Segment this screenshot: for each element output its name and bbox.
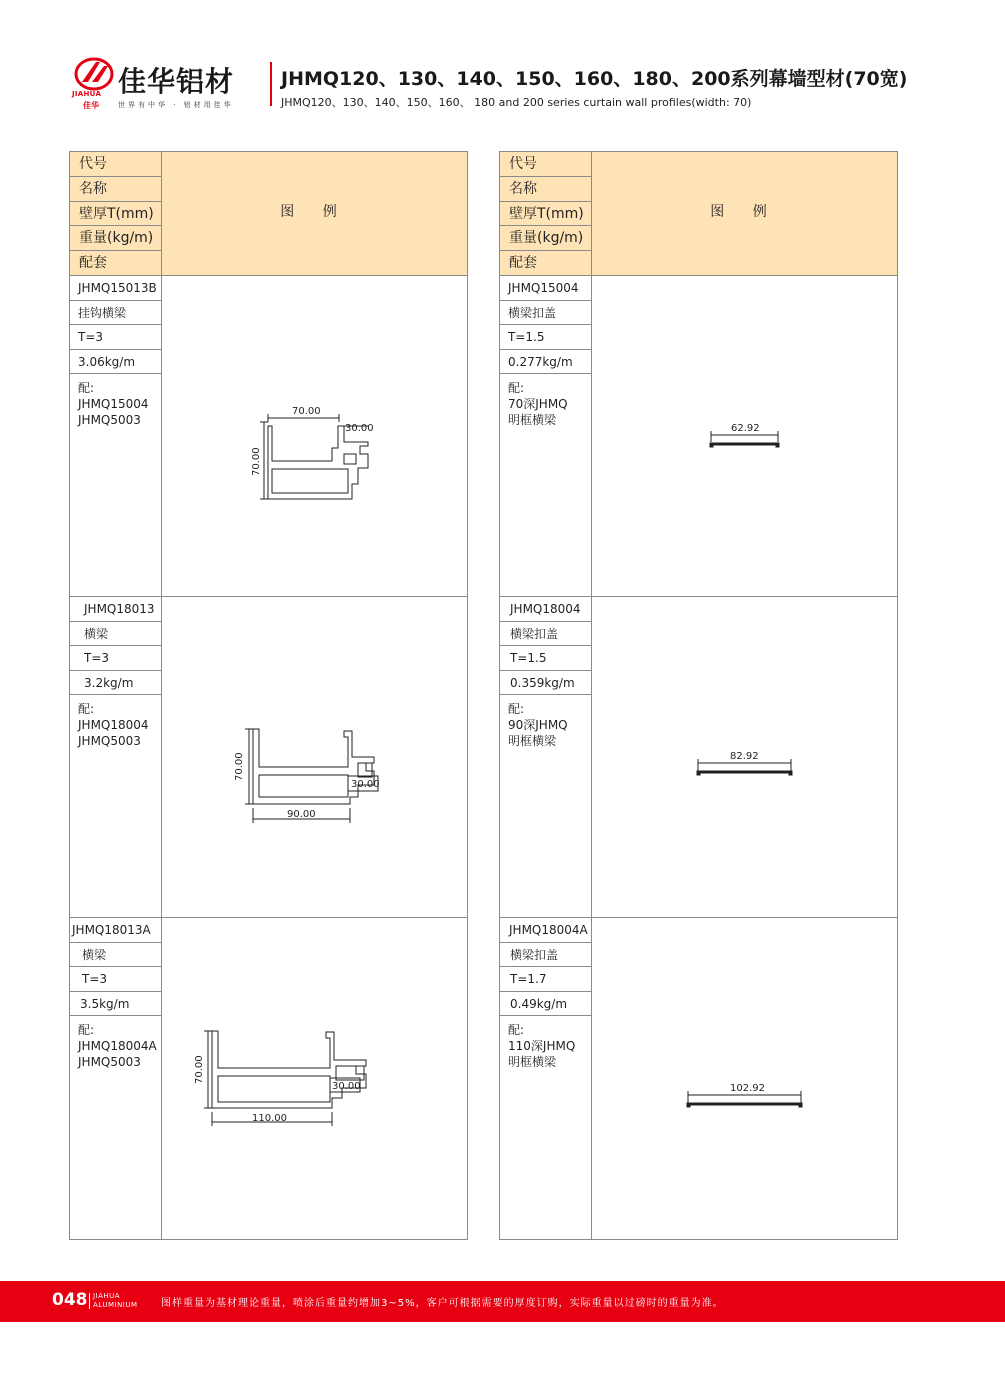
profile-row xyxy=(70,597,467,918)
dim-height: 70.00 xyxy=(194,1055,205,1084)
profile-match xyxy=(500,374,591,428)
footer-brand-line2: ALUMINIUM xyxy=(93,1301,138,1309)
match-item: 明框横梁 xyxy=(508,1055,557,1069)
header-weight: 重量(kg/m) xyxy=(70,226,162,251)
match-label: 配: xyxy=(508,381,525,395)
jiahua-logo-icon xyxy=(74,56,114,92)
logo-cn-small: 佳华 xyxy=(83,101,99,110)
match-item: 70深JHMQ xyxy=(508,397,568,411)
dim-height: 70.00 xyxy=(251,447,262,476)
profile-code: JHMQ18013A xyxy=(70,918,161,943)
dim-width: 82.92 xyxy=(730,751,759,762)
profile-drawing xyxy=(162,918,467,1239)
profile-name: 横梁 xyxy=(70,943,161,968)
profile-info xyxy=(500,276,592,596)
match-label: 配: xyxy=(508,702,525,716)
profile-row xyxy=(500,597,897,918)
match-label: 配: xyxy=(78,702,95,716)
profile-info xyxy=(500,918,592,1239)
footer-note: 图样重量为基材理论重量，喷涂后重量约增加3~5%，客户可根据需要的厚度订购，实际重量以过磅时的重量为准。 xyxy=(161,1298,724,1309)
header-code: 代号 xyxy=(500,152,592,177)
profile-drawing xyxy=(592,918,897,1239)
dim-small: 30.00 xyxy=(351,779,380,790)
profile-code: JHMQ15013B xyxy=(70,276,161,301)
header-match: 配套 xyxy=(500,251,592,276)
match-label: 配: xyxy=(508,1023,525,1037)
profile-row xyxy=(70,276,467,597)
match-label: 配: xyxy=(78,1023,95,1037)
profile-code: JHMQ18004A xyxy=(500,918,591,943)
dim-width: 70.00 xyxy=(292,406,321,417)
match-item: JHMQ5003 xyxy=(78,413,141,427)
logo-brand-text: JIAHUA xyxy=(72,90,102,98)
dim-width: 90.00 xyxy=(287,809,316,820)
header-name: 名称 xyxy=(500,177,592,202)
table-header-labels xyxy=(500,152,592,276)
profile-section-drawing xyxy=(162,276,467,596)
match-item: JHMQ5003 xyxy=(78,734,141,748)
match-item: 90深JHMQ xyxy=(508,718,568,732)
header-divider xyxy=(270,62,272,106)
cover-section-drawing xyxy=(592,276,897,596)
header-figure: 图 例 xyxy=(162,152,467,276)
match-item: JHMQ5003 xyxy=(78,1055,141,1069)
profile-info xyxy=(70,918,162,1239)
profile-name: 横梁 xyxy=(70,622,161,647)
profile-weight: 3.5kg/m xyxy=(70,992,161,1017)
match-label: 配: xyxy=(78,381,95,395)
profile-section-drawing xyxy=(162,918,467,1238)
profile-name: 挂钩横梁 xyxy=(70,301,161,326)
company-slogan: 世界有中华 · 铝材用佳华 xyxy=(118,101,234,109)
match-item: 明框横梁 xyxy=(508,734,557,748)
header-thickness: 壁厚T(mm) xyxy=(70,202,162,227)
dim-small: 30.00 xyxy=(332,1081,361,1092)
profile-row xyxy=(500,918,897,1239)
profile-match xyxy=(500,695,591,749)
profile-match xyxy=(70,1016,161,1070)
profile-code: JHMQ18004 xyxy=(500,597,591,622)
profile-weight: 0.277kg/m xyxy=(500,350,591,375)
header-match: 配套 xyxy=(70,251,162,276)
profile-thickness: T=3 xyxy=(70,967,161,992)
profile-code: JHMQ18013 xyxy=(70,597,161,622)
profile-match xyxy=(500,1016,591,1070)
profile-drawing xyxy=(592,597,897,917)
profile-thickness: T=3 xyxy=(70,646,161,671)
cover-section-drawing xyxy=(592,597,897,917)
profile-weight: 0.359kg/m xyxy=(500,671,591,696)
profile-info xyxy=(70,597,162,917)
profile-thickness: T=1.5 xyxy=(500,325,591,350)
profile-table-left xyxy=(69,151,468,1240)
match-item: 明框横梁 xyxy=(508,413,557,427)
profile-row xyxy=(70,918,467,1239)
dim-width: 102.92 xyxy=(730,1083,765,1094)
profile-name: 横梁扣盖 xyxy=(500,943,591,968)
match-item: JHMQ15004 xyxy=(78,397,149,411)
page-number: 048 xyxy=(52,1290,88,1310)
profile-match xyxy=(70,695,161,749)
table-header-labels xyxy=(70,152,162,276)
profile-weight: 3.06kg/m xyxy=(70,350,161,375)
header-name: 名称 xyxy=(70,177,162,202)
profile-thickness: T=1.5 xyxy=(500,646,591,671)
header-figure: 图 例 xyxy=(592,152,897,276)
company-name: 佳华铝材 xyxy=(118,65,235,98)
profile-drawing xyxy=(592,276,897,596)
footer-brand-line1: JIAHUA xyxy=(93,1292,121,1300)
footer-brand xyxy=(93,1292,138,1310)
profile-name: 横梁扣盖 xyxy=(500,622,591,647)
header-thickness: 壁厚T(mm) xyxy=(500,202,592,227)
header-code: 代号 xyxy=(70,152,162,177)
footer-divider xyxy=(89,1293,90,1309)
cover-section-drawing xyxy=(592,918,897,1238)
profile-weight: 3.2kg/m xyxy=(70,671,161,696)
dim-height: 70.00 xyxy=(234,752,245,781)
dim-small: 30.00 xyxy=(345,423,374,434)
profile-weight: 0.49kg/m xyxy=(500,992,591,1017)
profile-code: JHMQ15004 xyxy=(500,276,591,301)
profile-name: 横梁扣盖 xyxy=(500,301,591,326)
profile-drawing xyxy=(162,276,467,596)
profile-info xyxy=(500,597,592,917)
dim-width: 110.00 xyxy=(252,1113,287,1124)
profile-section-drawing xyxy=(162,597,467,917)
page-subtitle: JHMQ120、130、140、150、160、 180 and 200 series curtain wall profiles(width: 70) xyxy=(281,96,752,109)
match-item: JHMQ18004A xyxy=(78,1039,157,1053)
profile-info xyxy=(70,276,162,596)
profile-row xyxy=(500,276,897,597)
dim-width: 62.92 xyxy=(731,423,760,434)
page-footer xyxy=(0,1281,1005,1322)
page-title: JHMQ120、130、140、150、160、180、200系列幕墙型材(70宽) xyxy=(281,68,908,90)
match-item: JHMQ18004 xyxy=(78,718,149,732)
page-header xyxy=(0,0,1005,130)
profile-thickness: T=1.7 xyxy=(500,967,591,992)
match-item: 110深JHMQ xyxy=(508,1039,576,1053)
profile-thickness: T=3 xyxy=(70,325,161,350)
profile-match xyxy=(70,374,161,428)
profile-table-right xyxy=(499,151,898,1240)
profile-drawing xyxy=(162,597,467,917)
header-weight: 重量(kg/m) xyxy=(500,226,592,251)
